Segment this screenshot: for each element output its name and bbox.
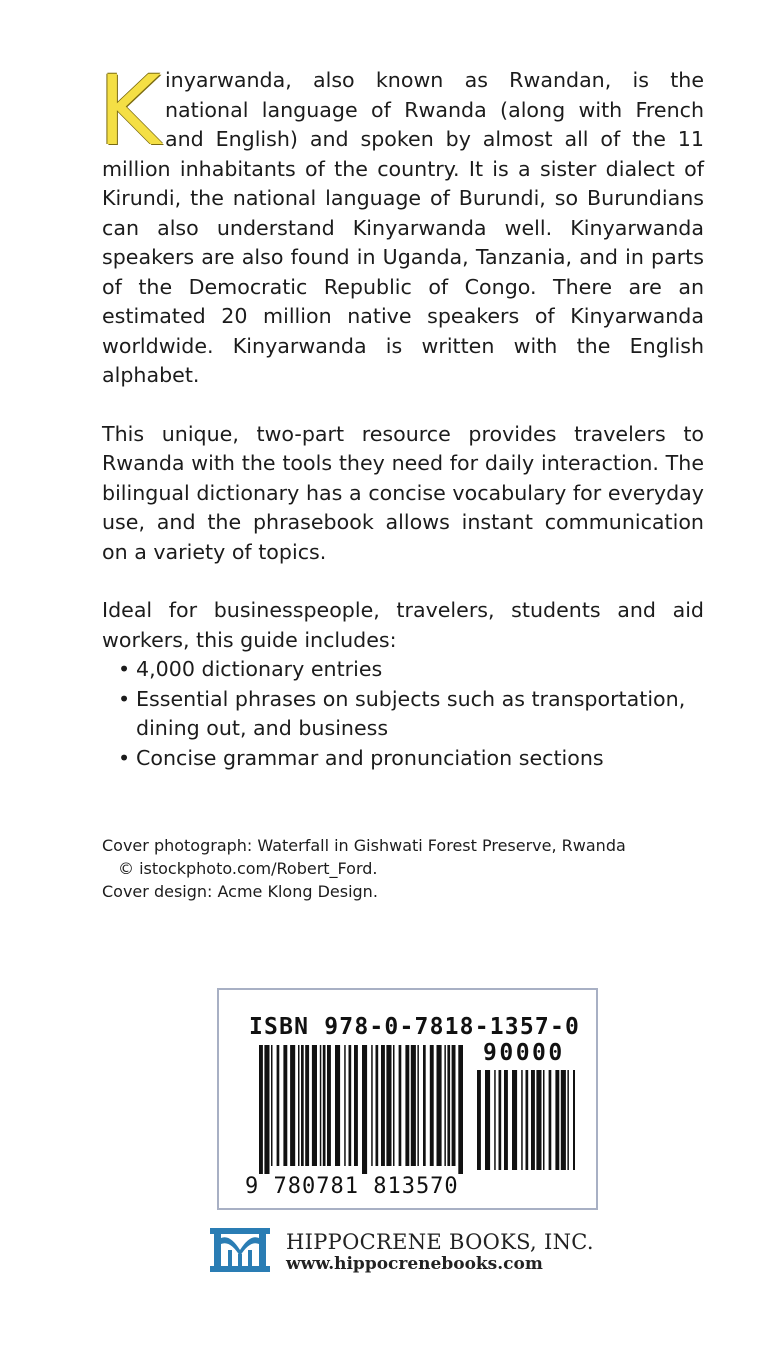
description-paragraph: This unique, two-part resource provides travelers to Rwanda with the tools they need for daily interaction. The bilingual dictionary has a concise vocabulary for everyday use, and the phrasebook allows instant communication on a variety of topics. xyxy=(102,421,704,564)
publisher-name: HIPPOCRENE BOOKS, INC. xyxy=(286,1230,594,1254)
cover-credits xyxy=(102,834,702,903)
barcode-bar xyxy=(320,1045,322,1166)
barcode-bar xyxy=(354,1045,358,1166)
barcode-bar xyxy=(301,1045,304,1166)
barcode-bar xyxy=(362,1045,367,1174)
barcode-bar xyxy=(344,1045,346,1166)
barcode-bar xyxy=(264,1045,269,1174)
barcode-digits: 9 780781 813570 xyxy=(245,1174,459,1199)
drop-cap-letter: K xyxy=(98,55,161,167)
barcode-bar xyxy=(526,1070,529,1170)
barcode-bar xyxy=(447,1045,450,1166)
isbn-barcode-panel xyxy=(217,988,598,1210)
barcode-bar xyxy=(444,1045,446,1166)
barcode-bar xyxy=(411,1045,416,1166)
barcode-bar xyxy=(327,1045,331,1166)
audience-paragraph: Ideal for businesspeople, travelers, students and aid workers, this guide includes: xyxy=(102,598,704,652)
barcode-bar xyxy=(543,1070,545,1170)
feature-item: • Essential phrases on subjects such as transportation, dining out, and business xyxy=(118,685,704,744)
barcode-bar xyxy=(549,1070,552,1170)
barcode-bar xyxy=(458,1045,463,1174)
barcode-bar xyxy=(499,1070,502,1170)
barcode-bar xyxy=(277,1045,280,1166)
hippocrene-logo-icon xyxy=(208,1226,272,1274)
barcode-bar xyxy=(393,1045,395,1166)
feature-item: • 4,000 dictionary entries xyxy=(118,655,704,685)
barcode-bar xyxy=(305,1045,309,1166)
barcode-bar xyxy=(504,1070,508,1170)
barcode-bar xyxy=(485,1070,490,1170)
barcode-bar xyxy=(423,1045,426,1166)
publisher-block xyxy=(208,1226,628,1278)
intro-paragraph xyxy=(98,55,704,391)
barcode-bar xyxy=(349,1045,352,1166)
barcode-bar xyxy=(271,1045,273,1166)
isbn-number: ISBN 978-0-7818-1357-0 xyxy=(249,1014,581,1040)
barcode-bar xyxy=(386,1045,391,1166)
barcode-bar xyxy=(573,1070,575,1170)
barcode-bar xyxy=(290,1045,295,1166)
design-credit: Cover design: Acme Klong Design. xyxy=(102,882,378,901)
barcode-bar xyxy=(335,1045,340,1166)
barcode-bar xyxy=(381,1045,385,1166)
back-cover-text xyxy=(98,55,704,773)
barcode-bar xyxy=(567,1070,569,1170)
barcode-bar xyxy=(437,1045,442,1166)
barcode-bar xyxy=(323,1045,326,1166)
barcode-bar xyxy=(512,1070,517,1170)
barcode-bar xyxy=(555,1070,559,1170)
barcode-bar xyxy=(312,1045,317,1166)
barcode-bar xyxy=(405,1045,409,1166)
photo-copyright: © istockphoto.com/Robert_Ford. xyxy=(118,859,378,878)
barcode-bar xyxy=(561,1070,566,1170)
photo-credit: Cover photograph: Waterfall in Gishwati Forest Preserve, Rwanda xyxy=(102,836,626,855)
barcode-bar xyxy=(494,1070,496,1170)
feature-item: • Concise grammar and pronunciation sections xyxy=(118,744,704,774)
intro-text: inyarwanda, also known as Rwandan, is the national language of Rwanda (along with French and English) and spoken by almost all of the 11 million inhabitants of the country. It is a sister dialect of Kirundi, the national language of Burundi, so Burundians can also understand Kinyarwanda well. Kinyarwanda speakers are also found in Uganda, Tanzania, and in parts of the Democratic Republic of Congo. There are an estimated 20 million native speakers of Kinyarwanda worldwide. Kinyarwanda is written with the English alphabet. xyxy=(102,68,704,387)
barcode-bar xyxy=(536,1070,541,1170)
barcode-bar xyxy=(430,1045,434,1166)
barcode-bar xyxy=(477,1070,481,1170)
publisher-url[interactable]: www.hippocrenebooks.com xyxy=(286,1254,543,1274)
barcode-bar xyxy=(417,1045,419,1166)
barcode-bar xyxy=(376,1045,379,1166)
barcode-bar xyxy=(452,1045,456,1166)
barcode-bar xyxy=(371,1045,373,1166)
barcode-bar xyxy=(298,1045,300,1166)
barcode-bar xyxy=(399,1045,402,1166)
price-code: 90000 xyxy=(483,1040,565,1066)
barcode-bar xyxy=(283,1045,287,1166)
feature-list xyxy=(102,655,704,773)
barcode-bar xyxy=(259,1045,263,1174)
barcode-bar xyxy=(521,1070,523,1170)
barcode-bar xyxy=(531,1070,535,1170)
